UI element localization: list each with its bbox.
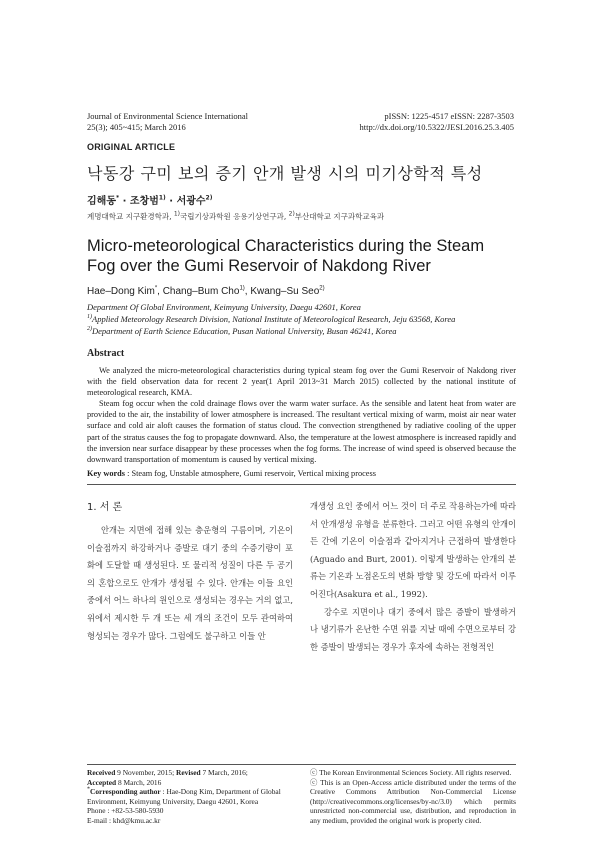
author-en-3-mark: 2) bbox=[319, 285, 325, 292]
abstract-body bbox=[87, 365, 516, 465]
keywords-text: : Steam fog, Unstable atmosphere, Gumi reservoir, Vertical mixing process bbox=[125, 469, 376, 478]
received-date: 9 November, 2015; bbox=[115, 768, 176, 777]
affiliation-en-b-mark: 1) bbox=[87, 314, 92, 321]
accepted-label: Accepted bbox=[87, 777, 117, 787]
affiliation-ko-c-mark: 2) bbox=[288, 210, 295, 218]
revised-date: 7 March, 2016; bbox=[200, 768, 248, 777]
abstract-heading: Abstract bbox=[87, 348, 125, 359]
journal-name: Journal of Environmental Science International bbox=[87, 111, 248, 121]
affiliation-ko-b: 국립기상과학원 응용기상연구과, bbox=[180, 212, 289, 221]
email-link[interactable]: E-mail : khd@kmu.ac.kr bbox=[87, 815, 161, 825]
copyright-notice: ⓒ The Korean Environmental Sciences Society. All rights reserved. bbox=[310, 768, 512, 777]
affiliation-en-c-line bbox=[87, 326, 517, 337]
section-heading: 1. 서 론 bbox=[87, 502, 123, 513]
body-paragraph: 안개는 지면에 접해 있는 층운형의 구름이며, 기온이 이슬점까지 하강하거나 증발로 대기 중의 수증기량이 포화에 도달할 때 생성된다. 또 물리적 성질이 다른 두 공기의 혼합으로도 안개가 생성될 수 있다. 안개는 이들 요인 중에서 어느 하나의 원인으로 생성되는 경우는 거의 없고, 위에서 제시한 두 개 또는 세 개의 조건이 모두 관여하여 형성되는 경우가 많다. 그럼에도 불구하고 이들 안 bbox=[87, 525, 293, 641]
phone: Phone : +82-53-580-5930 bbox=[87, 806, 164, 816]
author-en-1: Hae–Dong Kim bbox=[87, 286, 155, 297]
affiliation-en-c-mark: 2) bbox=[87, 326, 92, 333]
authors-english bbox=[87, 286, 325, 297]
affiliations-korean bbox=[87, 211, 384, 222]
author-1: 김해동 bbox=[87, 196, 116, 207]
author-en-2: , Chang–Bum Cho bbox=[157, 286, 240, 297]
author-en-1-mark: * bbox=[154, 285, 158, 292]
affiliation-en-b: Applied Meteorology Research Division, National Institute of Meteorological Research, Jeju 63568, Korea bbox=[92, 314, 456, 324]
journal-header bbox=[87, 111, 248, 133]
author-separator: · bbox=[119, 196, 130, 207]
journal-identifiers bbox=[359, 111, 514, 133]
affiliation-ko-b-mark: 1) bbox=[173, 210, 181, 218]
author-3: 서광수 bbox=[176, 196, 206, 207]
corresponding-author: : Hae-Dong Kim, Department of Global Environment, Keimyung University, Daegu 42601, Korea bbox=[87, 787, 281, 806]
corresponding-label: Corresponding author bbox=[90, 787, 161, 797]
abstract-paragraph: We analyzed the micro-meteorological characteristics during typical steam fog over the Gumi Reservoir of Nakdong river with the field observation data for recent 2 year(1 April 2013~31 March 2015) collected by the national institute of meteorological research, KMA. bbox=[87, 366, 516, 398]
abstract-paragraph: Steam fog occur when the cold drainage flows over the warm water surface. As the sensible and latent heat from water are provided to the air, the instability of lower atmosphere is increased. The resultant vertical mixing of warm, moist air near water surface and cold air aloft causes the formation of status cloud. The convection strengthened by radiative cooling of the upper part of the stratus causes the fog to propagate downward. Also, the temperature at the lowest atmosphere is increased rapidly and the inversion near surface disappear by these processes when the fog forms. The increase of wind speed is observed because the downward transportation of momentum is caused by vertical mixing. bbox=[87, 399, 516, 464]
affiliation-ko-a: 계명대학교 지구환경학과, bbox=[87, 212, 174, 221]
divider bbox=[87, 484, 516, 485]
issn: pISSN: 1225-4517 eISSN: 2287-3503 bbox=[384, 111, 514, 121]
left-column bbox=[87, 522, 293, 645]
doi-link[interactable]: http://dx.doi.org/10.5322/JESI.2016.25.3.405 bbox=[359, 122, 514, 132]
body-paragraph: 개생성 요인 중에서 어느 것이 더 주로 작용하는가에 따라서 안개생성 유형을 분류한다. 그러고 어떤 유형의 안개이든 간에 기온이 이슬점과 같아지거나 근접하여 발생한다(Aguado and Burt, 2001). 이렇게 발생하는 안개의 분류는 기온과 노점온도의 변화 방향 및 강도에 따라서 이루어진다(Asakura et al., 1992). bbox=[310, 501, 516, 599]
keywords-label: Key words bbox=[87, 469, 126, 478]
revised-label: Revised bbox=[176, 768, 201, 777]
received-label: Received bbox=[87, 768, 116, 777]
affiliation-en-b-line bbox=[87, 314, 517, 325]
footnote-dates bbox=[87, 768, 293, 826]
author-2-mark: 1) bbox=[158, 194, 166, 202]
title-korean: 낙동강 구미 보의 증기 안개 발생 시의 미기상학적 특성 bbox=[87, 164, 483, 183]
article-type: ORIGINAL ARTICLE bbox=[87, 142, 176, 152]
affiliation-en-c: Department of Earth Science Education, Pusan National University, Busan 46241, Korea bbox=[92, 326, 397, 336]
author-2: 조창범 bbox=[129, 196, 159, 207]
accepted-date: 8 March, 2016 bbox=[116, 777, 162, 787]
license-notice: ⓒ This is an Open-Access article distributed under the terms of the Creative Commons Attribution Non-Commercial License (http://creativecommons.org/licenses/by-nc/3.0) which permits unrestricted non-commercial use, distribution, and reproduction in any medium, provided the original work is properly cited. bbox=[310, 777, 516, 825]
author-en-3: , Kwang–Su Seo bbox=[244, 286, 320, 297]
affiliation-en-a: Department Of Global Environment, Keimyung University, Daegu 42601, Korea bbox=[87, 302, 361, 312]
author-separator: · bbox=[165, 196, 177, 207]
title-english: Micro-meteorological Characteristics during the Steam Fog over the Gumi Reservoir of Nakdong River bbox=[87, 237, 485, 275]
authors-korean bbox=[87, 192, 212, 207]
author-3-mark: 2) bbox=[205, 194, 213, 202]
affiliation-ko-c: 부산대학교 지구과학교육과 bbox=[294, 212, 385, 221]
author-1-mark: * bbox=[115, 194, 120, 202]
journal-volume: 25(3); 405~415; March 2016 bbox=[87, 122, 186, 132]
body-paragraph: 강수로 지면이나 대기 중에서 많은 증발이 발생하거나 냉기류가 온난한 수면 위를 지날 때에 수면으로부터 강한 증발이 발생되는 경우가 후자에 속하는 전형적인 bbox=[310, 606, 516, 652]
corr-mark: * bbox=[87, 786, 90, 793]
right-column bbox=[310, 498, 516, 656]
footnote-divider bbox=[87, 764, 516, 765]
author-en-2-mark: 1) bbox=[239, 285, 245, 292]
footnote-license bbox=[310, 768, 516, 826]
keywords bbox=[87, 469, 516, 478]
